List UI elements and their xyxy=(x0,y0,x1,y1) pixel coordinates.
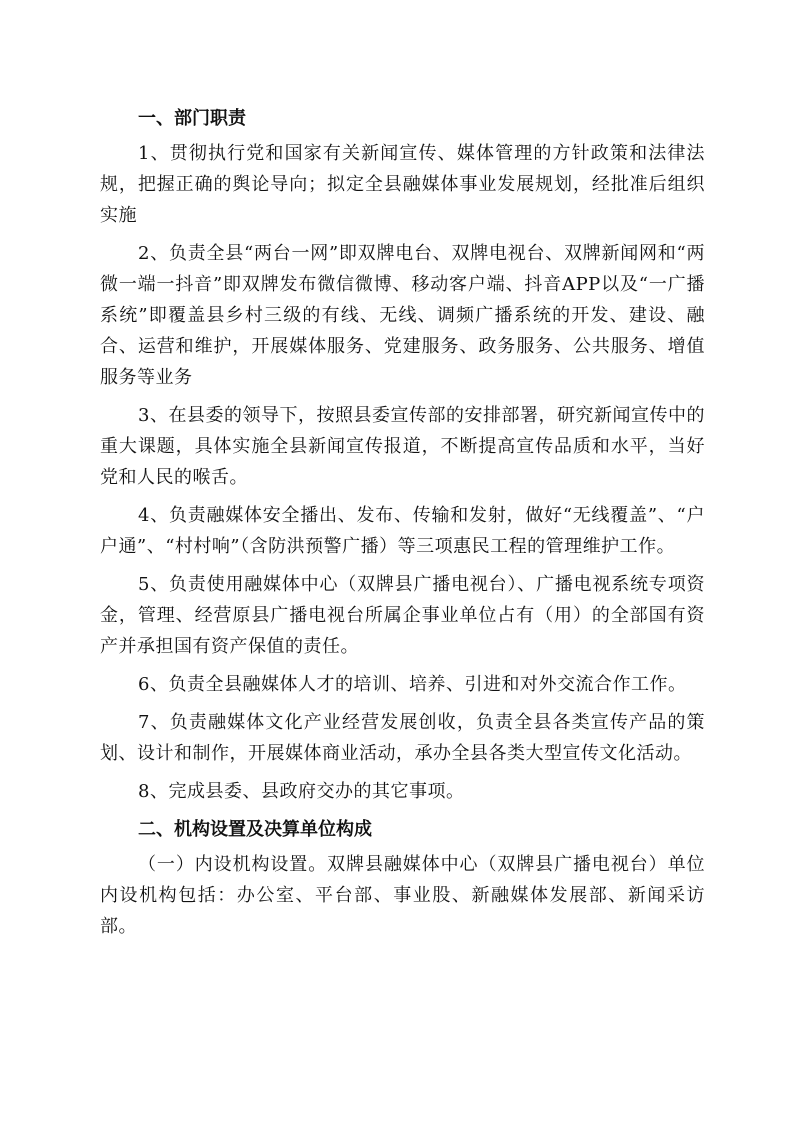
section-heading-duties: 一、部门职责 xyxy=(138,108,246,129)
organization-paragraph-1: （一）内设机构设置。双牌县融媒体中心（双牌县广播电视台）单位内设机构包括：办公室、平台部、事业股、新融媒体发展部、新闻采访部。 xyxy=(100,854,705,937)
duty-paragraph-8: 8、完成县委、县政府交办的其它事项。 xyxy=(138,781,465,802)
document-body xyxy=(100,103,705,949)
duty-paragraph-4: 4、负责融媒体安全播出、发布、传输和发射，做好“无线覆盖”、“户户通”、“村村响”（含防洪预警广播）等三项惠民工程的管理维护工作。 xyxy=(100,505,705,557)
duty-paragraph-7: 7、负责融媒体文化产业经营发展创收，负责全县各类宣传产品的策划、设计和制作，开展媒体商业活动，承办全县各类大型宣传文化活动。 xyxy=(100,712,705,764)
duty-paragraph-6: 6、负责全县融媒体人才的培训、培养、引进和对外交流合作工作。 xyxy=(138,674,687,695)
duty-paragraph-3: 3、在县委的领导下，按照县委宣传部的安排部署，研究新闻宣传中的重大课题，具体实施全县新闻宣传报道，不断提高宣传品质和水平，当好党和人民的喉舌。 xyxy=(100,405,705,488)
duty-paragraph-5: 5、负责使用融媒体中心（双牌县广播电视台）、广播电视系统专项资金，管理、经营原县广播电视台所属企事业单位占有（用）的全部国有资产并承担国有资产保值的责任。 xyxy=(100,574,705,657)
duty-paragraph-2: 2、负责全县“两台一网”即双牌电台、双牌电视台、双牌新闻网和“两微一端一抖音”即双牌发布微信微博、移动客户端、抖音APP以及“一广播系统”即覆盖县乡村三级的有线、无线、调频广播系统的开发、建设、融合、运营和维护，开展媒体服务、党建服务、政务服务、公共服务、增值服务等业务 xyxy=(100,243,705,388)
duty-paragraph-1: 1、贯彻执行党和国家有关新闻宣传、媒体管理的方针政策和法律法规，把握正确的舆论导向；拟定全县融媒体事业发展规划，经批准后组织实施 xyxy=(100,143,705,226)
section-heading-organization: 二、机构设置及决算单位构成 xyxy=(138,819,372,840)
